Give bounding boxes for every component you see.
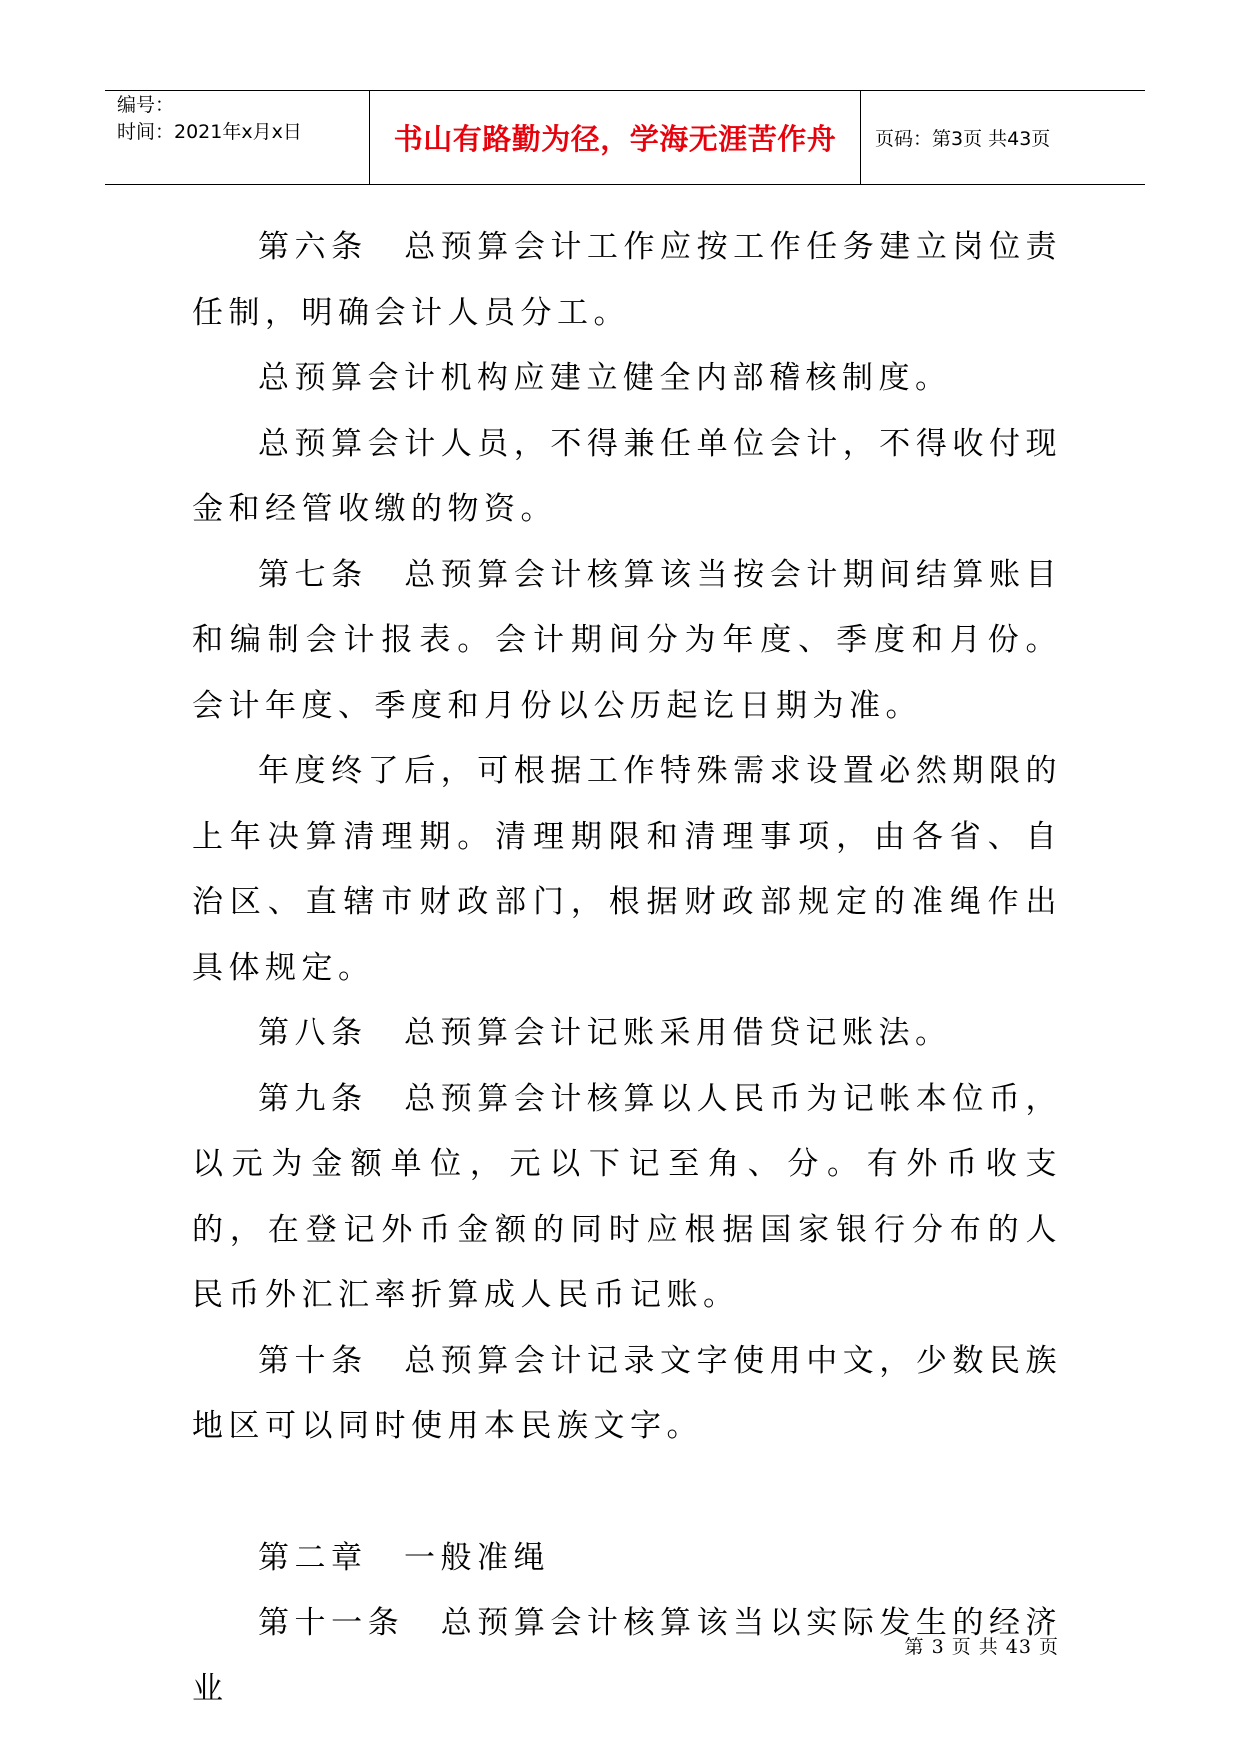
paragraph: 第九条 总预算会计核算以人民币为记帐本位币，以元为金额单位，元以下记至角、分。有外币收支的，在登记外币金额的同时应根据国家银行分布的人民币外汇汇率折算成人民币记账。 [192, 1080, 1062, 1313]
header-info-cell [105, 91, 370, 184]
page-footer: 第 3 页 共 43 页 [904, 1636, 1059, 1658]
chapter-heading: 第二章 一般准绳 [258, 1539, 550, 1576]
page-code: 页码：第3页 共43页 [875, 128, 1051, 150]
paragraph: 第六条 总预算会计工作应按工作任务建立岗位责任制，明确会计人员分工。 [192, 229, 1062, 331]
document-header [105, 90, 1145, 185]
paragraph: 总预算会计人员，不得兼任单位会计，不得收付现金和经管收缴的物资。 [192, 425, 1062, 527]
time-label: 时间：2021年x月x日 [117, 121, 302, 143]
paragraph: 第十一条 总预算会计核算该当以实际发生的经济业 [192, 1605, 1062, 1707]
section-gap [192, 1460, 1062, 1526]
paragraph: 总预算会计机构应建立健全内部稽核制度。 [258, 360, 952, 396]
paragraph: 年度终了后，可根据工作特殊需求设置必然期限的上年决算清理期。清理期限和清理事项，由各省、自治区、直辖市财政部门，根据财政部规定的准绳作出具体规定。 [192, 753, 1062, 986]
number-label: 编号： [117, 94, 175, 116]
slogan: 书山有路勤为径，学海无涯苦作舟 [370, 91, 861, 184]
paragraph: 第七条 总预算会计核算该当按会计期间结算账目和编制会计报表。会计期间分为年度、季度和月份。会计年度、季度和月份以公历起讫日期为准。 [192, 556, 1062, 724]
document-body [192, 215, 1062, 1722]
paragraph: 第十条 总预算会计记录文字使用中文，少数民族地区可以同时使用本民族文字。 [192, 1342, 1062, 1444]
paragraph: 第八条 总预算会计记账采用借贷记账法。 [258, 1015, 952, 1051]
